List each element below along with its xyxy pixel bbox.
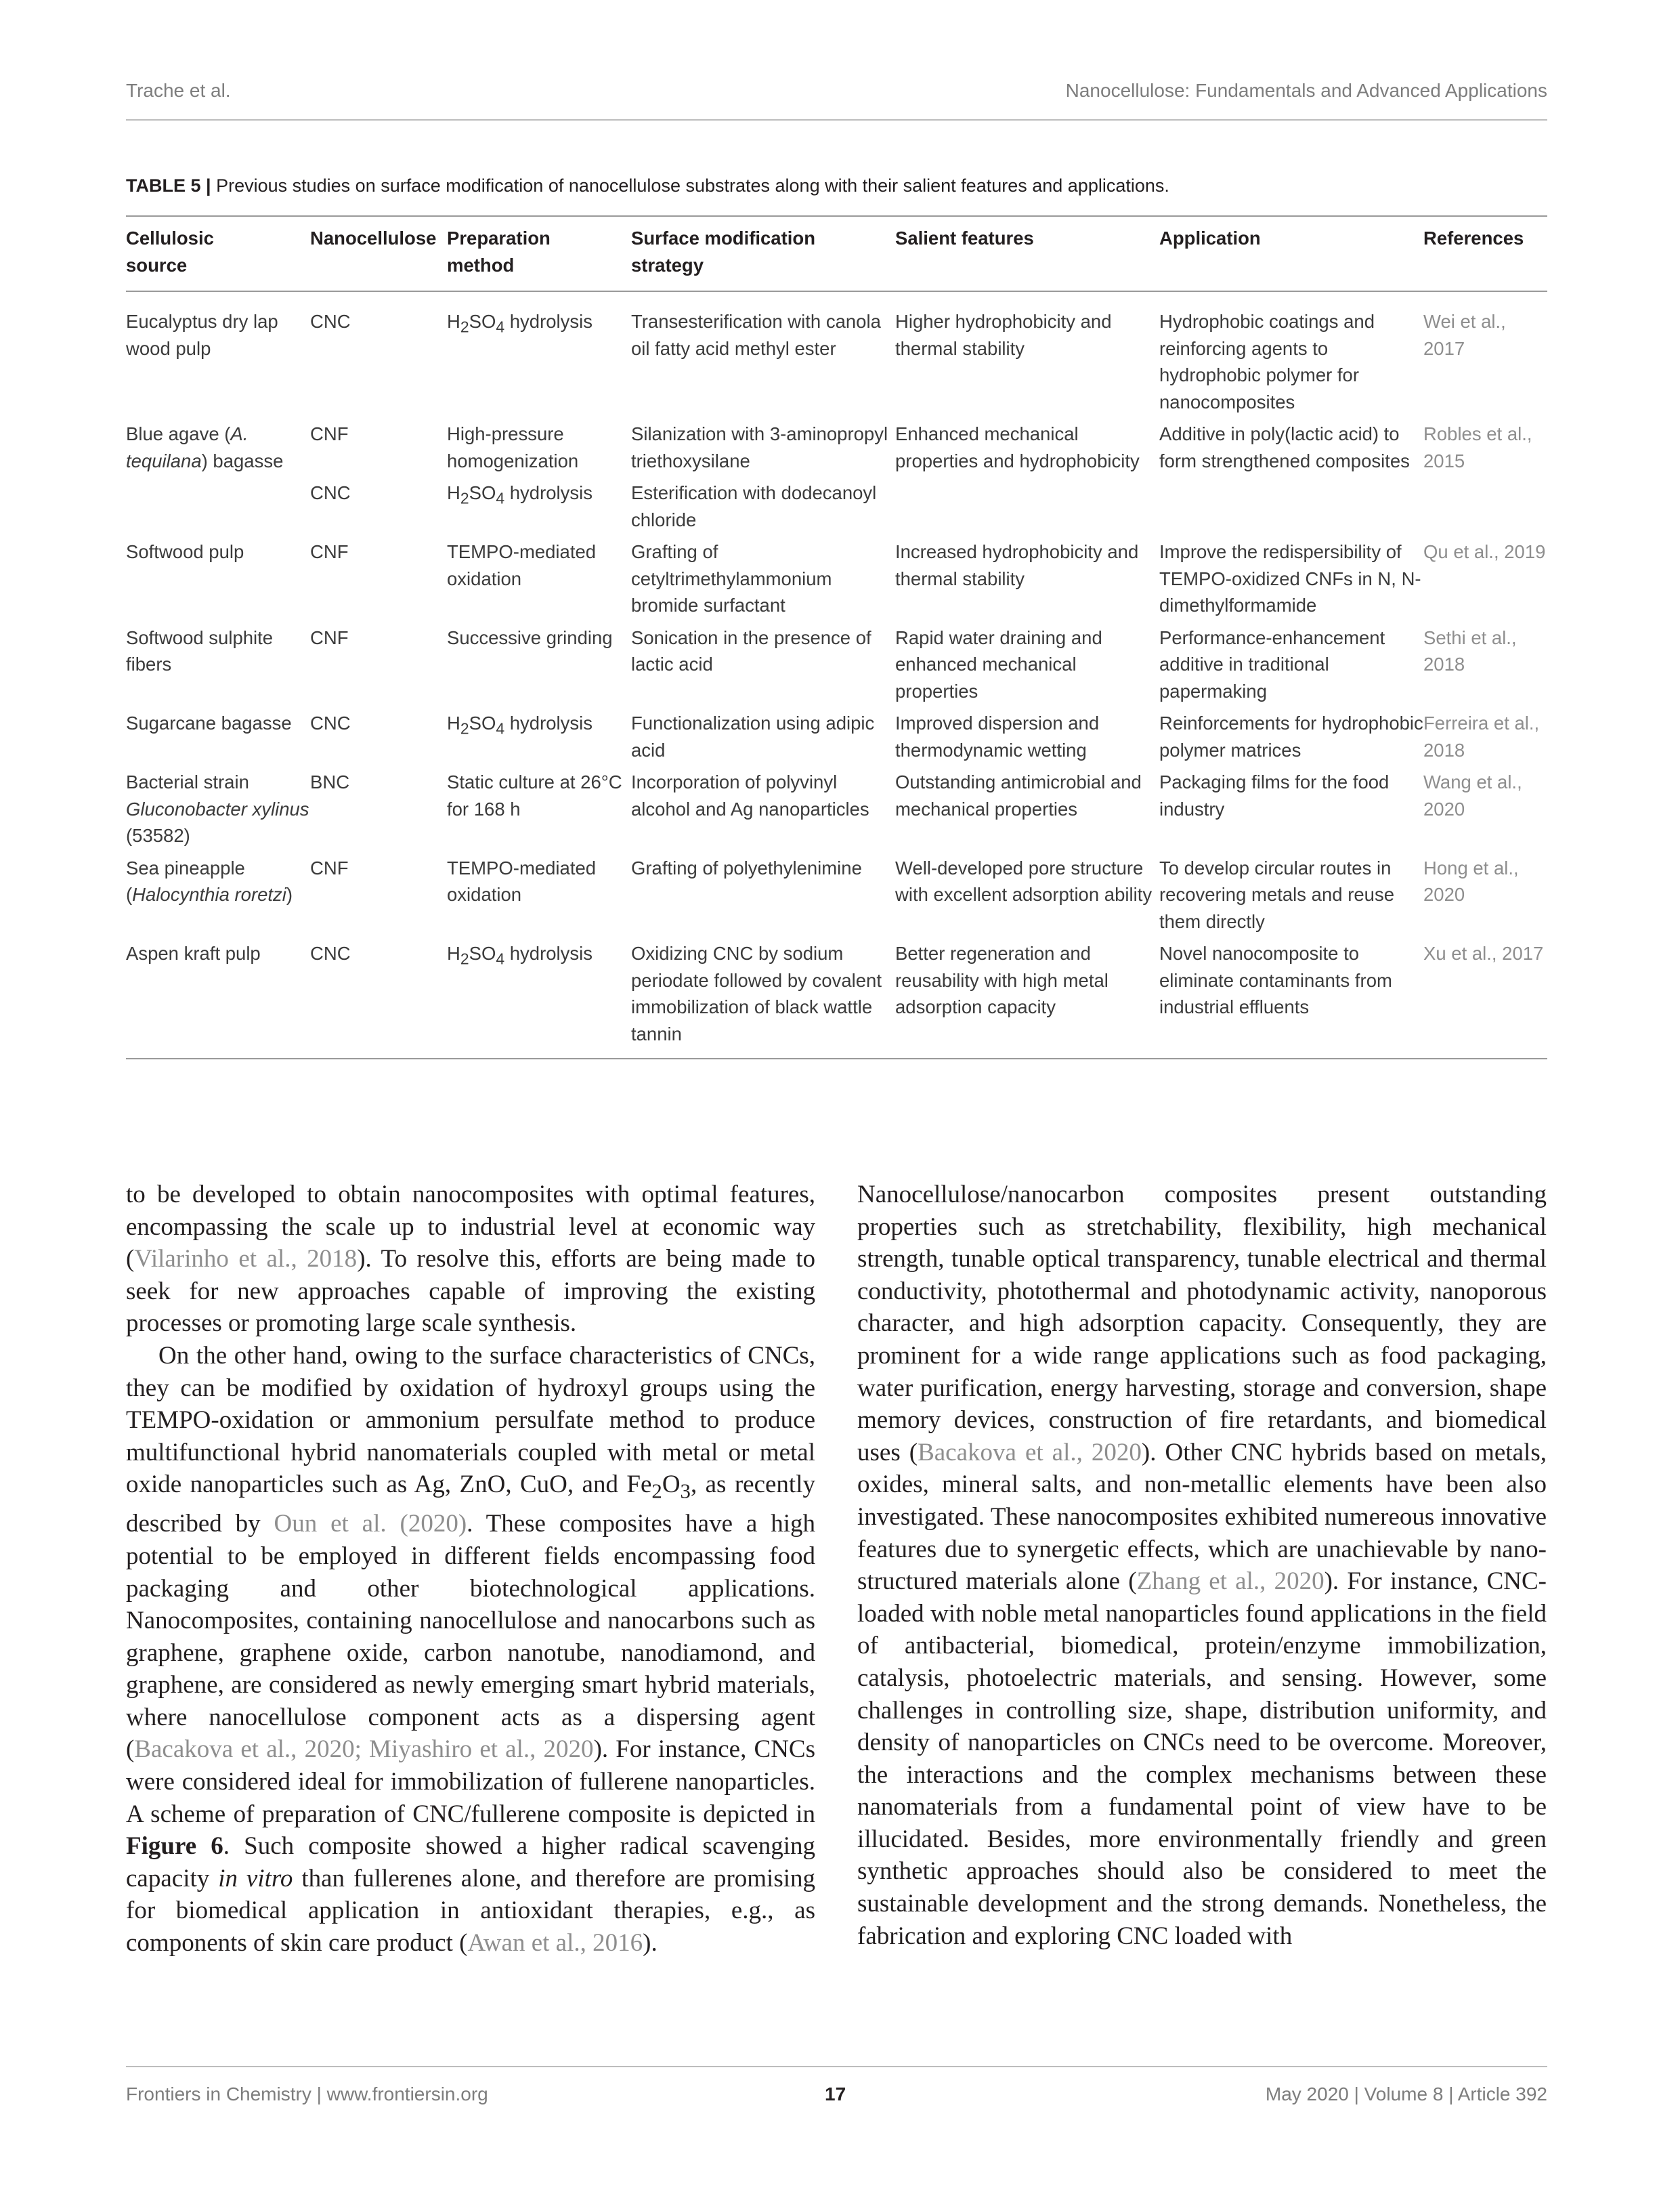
cell-source: Softwood sulphite fibers [126,627,274,675]
body-column-right [857,1179,1547,1952]
cell-source: Blue agave (A. tequilana) bagasse [126,423,284,471]
cell-application: Performance-enhancement additive in traditional papermaking [1159,627,1385,702]
cell-nanocellulose: CNC [310,713,351,734]
cell-method: TEMPO-mediated oxidation [447,541,597,589]
cell-method: TEMPO-mediated oxidation [447,857,597,905]
cell-strategy: Grafting of polyethylenimine [631,857,862,879]
cell-features: Improved dispersion and thermodynamic wetting [895,713,1100,761]
cell-application: Hydrophobic coatings and reinforcing agents to hydrophobic polymer for nanocomposites [1159,311,1375,412]
col-header-nanocellulose: Nanocellulose [310,216,447,291]
cell-features: Better regeneration and reusability with high metal adsorption capacity [895,940,1159,1059]
table-row [126,625,1547,711]
citation-link[interactable]: Bacakova et al., 2020; Miyashiro et al., 2020 [134,1735,594,1764]
cell-strategy: Esterification with dodecanoyl chloride [631,482,877,530]
col-header-features: Salient features [895,216,1159,291]
cell-application: Reinforcements for hydrophobic polymer matrices [1159,713,1423,761]
cell-features: Rapid water draining and enhanced mechanical properties [895,627,1102,702]
cell-source [126,480,310,538]
page-number: 17 [825,2083,846,2104]
cell-method: $H_2SO_4$ hydrolysis [447,311,593,336]
cell-method: Successive grinding [447,627,613,648]
cell-nanocellulose: CNF [310,423,349,444]
cell-source: Aspen kraft pulp [126,940,310,1059]
table-header-row [126,216,1547,291]
cell-reference-link [1423,480,1547,538]
running-header-authors: Trache et al. [126,80,231,101]
cell-application: Additive in poly(lactic acid) to form strengthened composites [1159,423,1410,471]
table-row [126,291,1547,421]
table-caption-text: Previous studies on surface modification of nanocellulose substrates along with their salient features and applications. [216,175,1169,196]
cell-source: Softwood pulp [126,541,244,562]
cell-method: Static culture at 26°C for 168 h [447,771,622,820]
paragraph: to be developed to obtain nanocomposites with optimal features, encompassing the scale up to industrial level at economic way (Vilarinho et al., 2018). To resolve this, efforts are being made to seek for new approaches capable of improving the existing processes or promoting large scale synthesis. [126,1181,815,1338]
cell-strategy: Incorporation of polyvinyl alcohol and Ag nanoparticles [631,771,869,820]
table-row [126,480,1547,538]
table-row [126,855,1547,941]
cell-application: Novel nanocomposite to eliminate contaminants from industrial effluents [1159,940,1423,1059]
table-row [126,710,1547,769]
table-row [126,769,1547,855]
cell-features: Higher hydrophobicity and thermal stability [895,311,1112,359]
cell-nanocellulose: CNF [310,627,349,648]
cell-features: Outstanding antimicrobial and mechanical properties [895,771,1142,820]
cell-nanocellulose: BNC [310,771,350,792]
table-label: TABLE 5 | [126,175,211,196]
cell-application: Improve the redispersibility of TEMPO-oxidized CNFs in N, N-dimethylformamide [1159,541,1421,616]
cell-source: Sea pineapple (Halocynthia roretzi) [126,857,293,905]
cell-nanocellulose: CNF [310,857,349,879]
table-row [126,538,1547,625]
citation-link[interactable]: Oun et al. (2020) [274,1510,467,1538]
col-header-preparation: Preparation method [447,216,631,291]
cell-strategy: Grafting of cetyltrimethylammonium bromide surfactant [631,541,832,616]
col-header-application: Application [1159,216,1423,291]
paragraph: On the other hand, owing to the surface characteristics of CNCs, they can be modified by oxidation of hydroxyl groups using the TEMPO-oxidation or ammonium persulfate method to produce multifunctional hybrid nanomaterials coupled with metal or metal oxide nanoparticles such as Ag, ZnO, CuO, and $Fe_2O_3$, as recently described by Oun et al. (2020). These composites have a high potential to be employed in different fields encompassing food packaging and other biotechnological applications. Nanocomposites, containing nanocellulose and nanocarbons such as graphene, graphene oxide, carbon nanotube, nanodiamond, and graphene, are considered as newly emerging smart hybrid materials, where nanocellulose component acts as a dispersing agent (Bacakova et al., 2020; Miyashiro et al., 2020). For instance, CNCs were considered ideal for immobilization of fullerene nanoparticles. A scheme of preparation of CNC/fullerene composite is depicted in Figure 6. Such composite showed a higher radical scavenging capacity in vitro than fullerenes alone, and therefore are promising for biomedical application in antioxidant therapies, e.g., as components of skin care product (Awan et al., 2016). [126,1341,815,1958]
table-caption [126,175,1548,196]
cell-strategy: Functionalization using adipic acid [631,713,875,761]
cell-nanocellulose: CNC [310,940,447,1059]
running-header-title: Nanocellulose: Fundamentals and Advanced Applications [1065,80,1547,101]
paragraph: Nanocellulose/nanocarbon composites present outstanding properties such as stretchability, flexibility, high mechanical strength, tunable optical transparency, tunable electrical and thermal conductivity, photothermal and photodynamic activity, nanoporous character, and high adsorption capacity. Consequently, they are prominent for a wide range applications such as food packaging, water purification, energy harvesting, storage and conversion, shape memory devices, construction of fire retardants, and biomedical uses (Bacakova et al., 2020). Other CNC hybrids based on metals, oxides, mineral salts, and non-metallic elements have been also investigated. These nanocomposites exhibited numereous innovative features due to synergetic effects, which are unachievable by nano-structured materials alone (Zhang et al., 2020). For instance, CNC-loaded with noble metal nanoparticles found applications in the field of antibacterial, biomedical, protein/enzyme immobilization, catalysis, photoelectric materials, and sensing. However, some challenges in controlling size, shape, distribution uniformity, and density of nanoparticles on CNCs need to be overcome. Moreover, the interactions and the complex mechanisms between these nanomaterials from a fundamental point of view have to be illucidated. Besides, more environmentally friendly and green synthetic approaches should also be considered to meet the sustainable development and the strong demands. Nonetheless, the fabrication and exploring CNC loaded with [857,1181,1547,1950]
cell-strategy: Transesterification with canola oil fatty acid methyl ester [631,311,881,359]
table-row [126,940,1547,1059]
body-column-left [126,1179,815,1960]
col-header-source: Cellulosic source [126,216,310,291]
cell-nanocellulose: CNF [310,541,349,562]
cell-features: Increased hydrophobicity and thermal stability [895,541,1139,589]
cell-nanocellulose: CNC [310,311,351,332]
cell-method: $H_2SO_4$ hydrolysis [447,940,631,1059]
citation-link[interactable]: Vilarinho et al., 2018 [134,1245,358,1273]
cell-reference-link[interactable]: Robles et al., 2015 [1423,423,1532,471]
cell-method: High-pressure homogenization [447,423,579,471]
cell-features: Enhanced mechanical properties and hydrophobicity [895,423,1140,471]
col-header-references: References [1423,216,1547,291]
cell-method: $H_2SO_4$ hydrolysis [447,713,593,738]
cell-reference-link[interactable]: Wang et al., 2020 [1423,771,1522,820]
cell-strategy: Silanization with 3-aminopropyl triethoxysilane [631,423,888,471]
cell-features [895,480,1159,538]
cell-strategy: Sonication in the presence of lactic acid [631,627,871,675]
citation-link[interactable]: Zhang et al., 2020 [1136,1567,1324,1596]
cell-features: Well-developed pore structure with excellent adsorption ability [895,857,1153,905]
cell-application [1159,480,1423,538]
footer-journal: Frontiers in Chemistry | www.frontiersin.org [126,2083,488,2104]
cell-reference-link[interactable]: Hong et al., 2020 [1423,857,1519,905]
cell-application: Packaging films for the food industry [1159,771,1390,820]
citation-link[interactable]: Bacakova et al., 2020 [918,1438,1142,1466]
cell-method: $H_2SO_4$ hydrolysis [447,482,593,507]
citation-link[interactable]: Awan et al., 2016 [467,1929,643,1958]
cell-reference-link[interactable]: Ferreira et al., 2018 [1423,713,1540,761]
cell-nanocellulose: CNC [310,482,351,503]
cell-source: Sugarcane bagasse [126,713,292,734]
figure-reference-link[interactable]: Figure 6 [126,1832,223,1861]
table-row [126,421,1547,480]
cell-application: To develop circular routes in recovering metals and reuse them directly [1159,857,1394,932]
cell-reference-link[interactable]: Wei et al., 2017 [1423,311,1506,359]
cell-reference-link[interactable]: Qu et al., 2019 [1423,541,1546,562]
col-header-strategy: Surface modification strategy [631,216,895,291]
cell-reference-link[interactable]: Xu et al., 2017 [1423,940,1547,1059]
surface-modification-table [126,215,1547,1059]
footer-divider [126,2066,1547,2067]
header-divider [126,119,1547,121]
cell-strategy: Oxidizing CNC by sodium periodate followed by covalent immobilization of black wattle tannin [631,940,895,1059]
footer-issue: May 2020 | Volume 8 | Article 392 [1265,2083,1547,2104]
cell-reference-link[interactable]: Sethi et al., 2018 [1423,627,1517,675]
cell-source: Bacterial strain Gluconobacter xylinus (53582) [126,771,309,846]
cell-source: Eucalyptus dry lap wood pulp [126,311,278,359]
